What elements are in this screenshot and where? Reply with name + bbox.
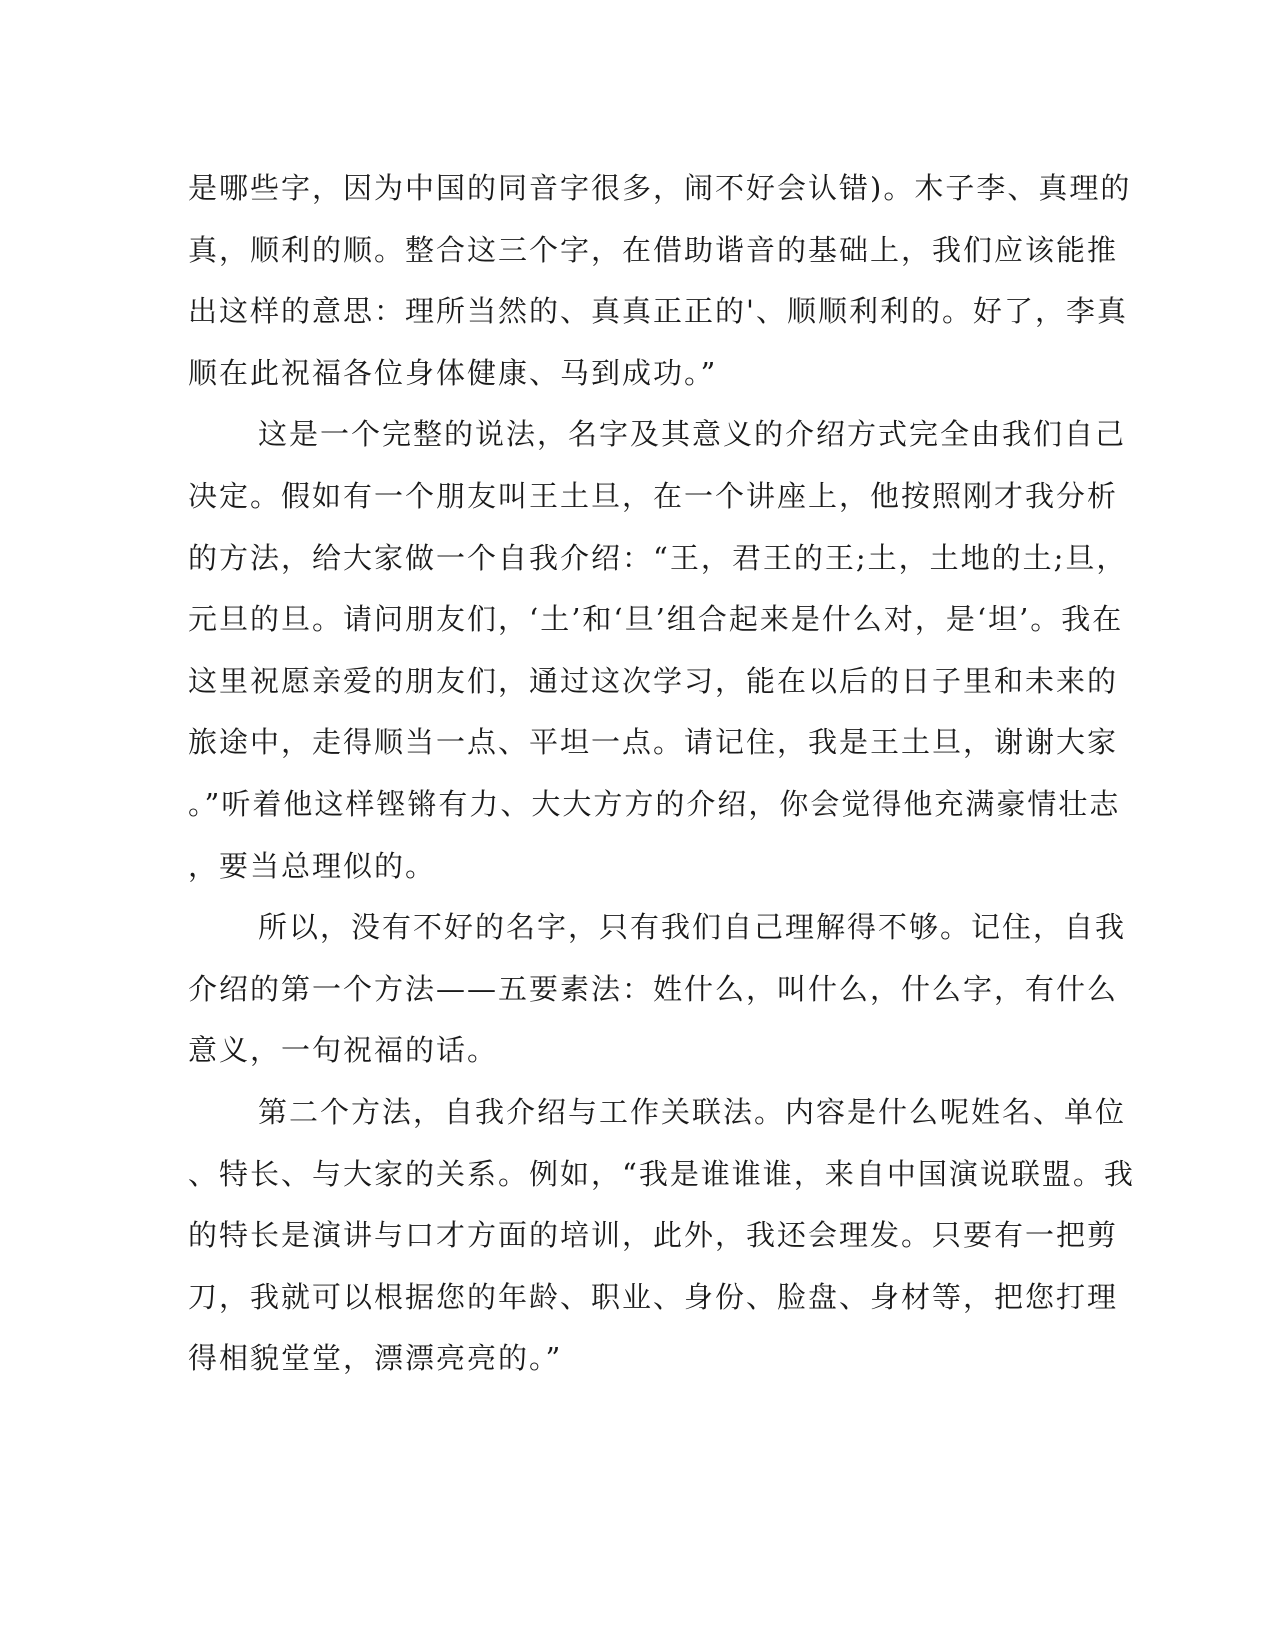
paragraph-2-line-5: 这里祝愿亲爱的朋友们，通过这次学习，能在以后的日子里和未来的 xyxy=(188,663,1119,698)
paragraph-4-line-4: 刀，我就可以根据您的年龄、职业、身份、脸盘、身材等，把您打理 xyxy=(188,1279,1119,1314)
paragraph-1-line-2: 真，顺利的顺。整合这三个字，在借助谐音的基础上，我们应该能推 xyxy=(188,232,1119,267)
paragraph-2-line-7: 。”听着他这样铿锵有力、大大方方的介绍，你会觉得他充满豪情壮志 xyxy=(188,786,1121,821)
paragraph-4-line-5: 得相貌堂堂，漂漂亮亮的。” xyxy=(188,1341,563,1376)
paragraph-2-line-3: 的方法，给大家做一个自我介绍：“王，君王的王;土，土地的土;旦， xyxy=(188,540,1128,575)
paragraph-1-line-4: 顺在此祝福各位身体健康、马到成功。” xyxy=(188,355,718,390)
paragraph-4-line-3: 的特长是演讲与口才方面的培训，此外，我还会理发。只要有一把剪 xyxy=(188,1218,1119,1253)
paragraph-2-line-8: ，要当总理似的。 xyxy=(188,848,437,883)
paragraph-2-line-2: 决定。假如有一个朋友叫王土旦，在一个讲座上，他按照刚才我分析 xyxy=(188,478,1119,513)
paragraph-4-line-2: 、特长、与大家的关系。例如，“我是谁谁谁，来自中国演说联盟。我 xyxy=(188,1156,1135,1191)
paragraph-3-line-3: 意义，一句祝福的话。 xyxy=(188,1033,499,1068)
paragraph-2-line-1: 这是一个完整的说法，名字及其意义的介绍方式完全由我们自己 xyxy=(258,417,1127,452)
paragraph-1-line-1: 是哪些字，因为中国的同音字很多，闹不好会认错)。木子李、真理的 xyxy=(188,171,1132,205)
paragraph-4-line-1: 第二个方法，自我介绍与工作关联法。内容是什么呢姓名、单位 xyxy=(258,1094,1127,1129)
paragraph-2-line-4: 元旦的旦。请问朋友们，‘土’和‘旦’组合起来是什么对，是‘坦’。我在 xyxy=(188,602,1124,637)
document-body xyxy=(188,158,1135,1390)
paragraph-3-line-2: 介绍的第一个方法——五要素法：姓什么，叫什么，什么字，有什么 xyxy=(188,971,1119,1006)
paragraph-2-line-6: 旅途中，走得顺当一点、平坦一点。请记住，我是王土旦，谢谢大家 xyxy=(188,725,1119,760)
paragraph-3-line-1: 所以，没有不好的名字，只有我们自己理解得不够。记住，自我 xyxy=(258,910,1127,945)
paragraph-1-line-3: 出这样的意思：理所当然的、真真正正的'、顺顺利利的。好了，李真 xyxy=(188,294,1128,329)
